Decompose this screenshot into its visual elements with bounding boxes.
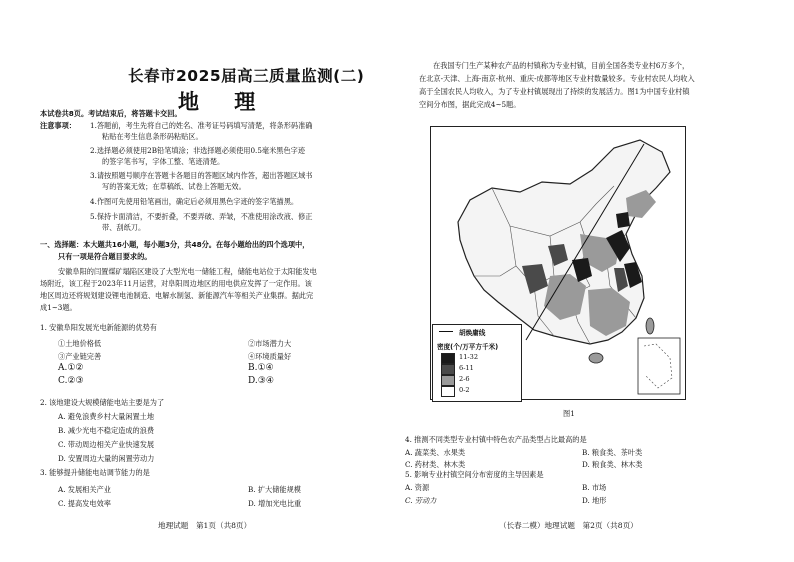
- question-2-stem: 2. 该地建设大规模储能电站主要是为了: [40, 398, 165, 407]
- intro-line: 高于全国农民人均收入，为了专业村镇展现出了持续的发展活力。图1为中国专业村镇: [419, 87, 690, 96]
- q2-option-c[interactable]: C. 带动周边相关产业快速发展: [58, 440, 155, 449]
- q1-option-d[interactable]: D.③④: [248, 376, 274, 386]
- q4-option-b[interactable]: B. 粮食类、茶叶类: [582, 448, 643, 457]
- subject-title: 地 理: [178, 90, 270, 114]
- caution-label: 注意事项：: [40, 121, 76, 130]
- passage-line: 地区周边还将规划建设锂电池制造、电解水制氢、新能源汽车等相关产业集群。据此完: [40, 291, 314, 300]
- section-heading-cont: 只有一项是符合题目要求的。: [58, 252, 152, 261]
- intro-line: 空间分布图，据此完成4~5题。: [419, 100, 521, 109]
- q5-option-c[interactable]: C. 劳动力: [405, 496, 437, 505]
- caution-line: 粘贴在考生信息条形码粘贴区。: [102, 132, 203, 141]
- q4-option-a[interactable]: A. 蔬菜类、水果类: [405, 448, 466, 457]
- legend-item: 6-11: [459, 364, 474, 372]
- caution-line: 5.保持卡面清洁，不要折叠，不要弄破、弄皱，不准使用涂改液、修正: [90, 212, 313, 221]
- caution-line: 3.请按照题号顺序在答题卡各题目的答题区域内作答，超出答题区域书: [90, 171, 313, 180]
- passage-line: 场附近，该工程于2023年11月运营，对阜阳周边地区的用电供应发挥了一定作用。该: [40, 279, 312, 288]
- density-region-high: [616, 212, 630, 228]
- question-1-stem: 1. 安徽阜阳发展光电新能源的优势有: [40, 323, 157, 332]
- q4-option-c[interactable]: C. 药材类、林木类: [405, 460, 466, 469]
- page-footer: （长春二模）地理试题 第2页（共8页）: [499, 521, 638, 530]
- taiwan-island: [646, 318, 654, 334]
- passage-line: 安徽阜阳的闫置煤矿塌陷区建设了大型光电一储能工程，储能电站位于太阳能发电: [58, 267, 317, 276]
- caution-line: 的签字笔书写，字体工整、笔迹清楚。: [102, 157, 225, 166]
- page-footer: 地理试题 第1页（共8页）: [158, 521, 252, 530]
- legend-item: 11-32: [459, 353, 479, 361]
- intro-line: 在我国专门生产某种农产品的村镇称为专业村镇，目前全国各类专业村6万多个，: [433, 61, 690, 70]
- q5-option-b[interactable]: B. 市场: [582, 483, 607, 492]
- q1-option-a[interactable]: A.①②: [58, 363, 84, 373]
- question-5-stem: 5. 影响专业村镇空间分布密度的主导因素是: [405, 470, 544, 479]
- q1-option-c[interactable]: C.②③: [58, 376, 84, 386]
- intro-line: 在北京-天津、上海-南京-杭州、重庆-成都等地区专业村数量较多。专业村农民人均收入: [419, 74, 695, 83]
- legend-title: 密度(个/万平方千米): [437, 343, 499, 351]
- legend-line-label: 胡焕庸线: [459, 329, 486, 337]
- q1-item: ③产业链完善: [58, 352, 102, 361]
- exam-notice: 本试卷共8页。考试结束后，将答题卡交回。: [40, 109, 182, 118]
- map-legend: [432, 324, 522, 402]
- caution-line: 带、刮纸刀。: [102, 223, 146, 232]
- caution-line: 2.选择题必须使用2B铅笔填涂；非选择题必须使用0.5毫米黑色字迹: [90, 146, 306, 155]
- figure-caption: 图1: [563, 409, 575, 418]
- legend-item: 0-2: [459, 386, 470, 394]
- q2-option-b[interactable]: B. 减少光电不稳定造成的浪费: [58, 426, 155, 435]
- q5-option-a[interactable]: A. 资源: [405, 483, 430, 492]
- section-heading: 一、选择题：本大题共16小题，每小题3分，共48分。在每小题给出的四个选项中，: [40, 240, 310, 249]
- q3-option-a[interactable]: A. 发展相关产业: [58, 485, 111, 494]
- q4-option-d[interactable]: D. 粮食类、林木类: [582, 460, 643, 469]
- q3-option-d[interactable]: D. 增加光电比重: [248, 499, 302, 508]
- q1-item: ②市场潜力大: [248, 339, 292, 348]
- question-3-stem: 3. 能够提升储能电站调节能力的是: [40, 468, 150, 477]
- caution-line: 4.作图可先使用铅笔画出，确定后必须用黑色字迹的签字笔描黑。: [90, 197, 299, 206]
- question-4-stem: 4. 推测不同类型专业村镇中特色农产品类型占比最高的是: [405, 435, 587, 444]
- caution-line: 1.答题前，考生先将自己的姓名、准考证号码填写清楚，将条形码准确: [90, 121, 313, 130]
- legend-swatch: [441, 375, 455, 386]
- q2-option-a[interactable]: A. 避免浪费乡村大量闲置土地: [58, 412, 155, 421]
- legend-swatch: [441, 353, 455, 364]
- q3-option-b[interactable]: B. 扩大储能规模: [248, 485, 301, 494]
- legend-swatch: [441, 364, 455, 375]
- q3-option-c[interactable]: C. 提高发电效率: [58, 499, 111, 508]
- south-china-sea-inset: [638, 338, 680, 394]
- q2-option-d[interactable]: D. 安置周边大量的闲置劳动力: [58, 454, 155, 463]
- hainan-island: [589, 353, 603, 363]
- exam-title: 长春市2025届高三质量监测(二): [128, 67, 365, 85]
- q1-option-b[interactable]: B.①④: [248, 363, 274, 373]
- legend-line-symbol: [439, 331, 453, 332]
- q1-item: ④环境质量好: [248, 352, 292, 361]
- q5-option-d[interactable]: D. 地形: [582, 496, 607, 505]
- legend-swatch: [441, 386, 455, 397]
- passage-line: 成1~3题。: [40, 303, 77, 312]
- caution-line: 写的答案无效；在草稿纸、试卷上答题无效。: [102, 182, 246, 191]
- legend-item: 2-6: [459, 375, 470, 383]
- q1-item: ①土地价格低: [58, 339, 102, 348]
